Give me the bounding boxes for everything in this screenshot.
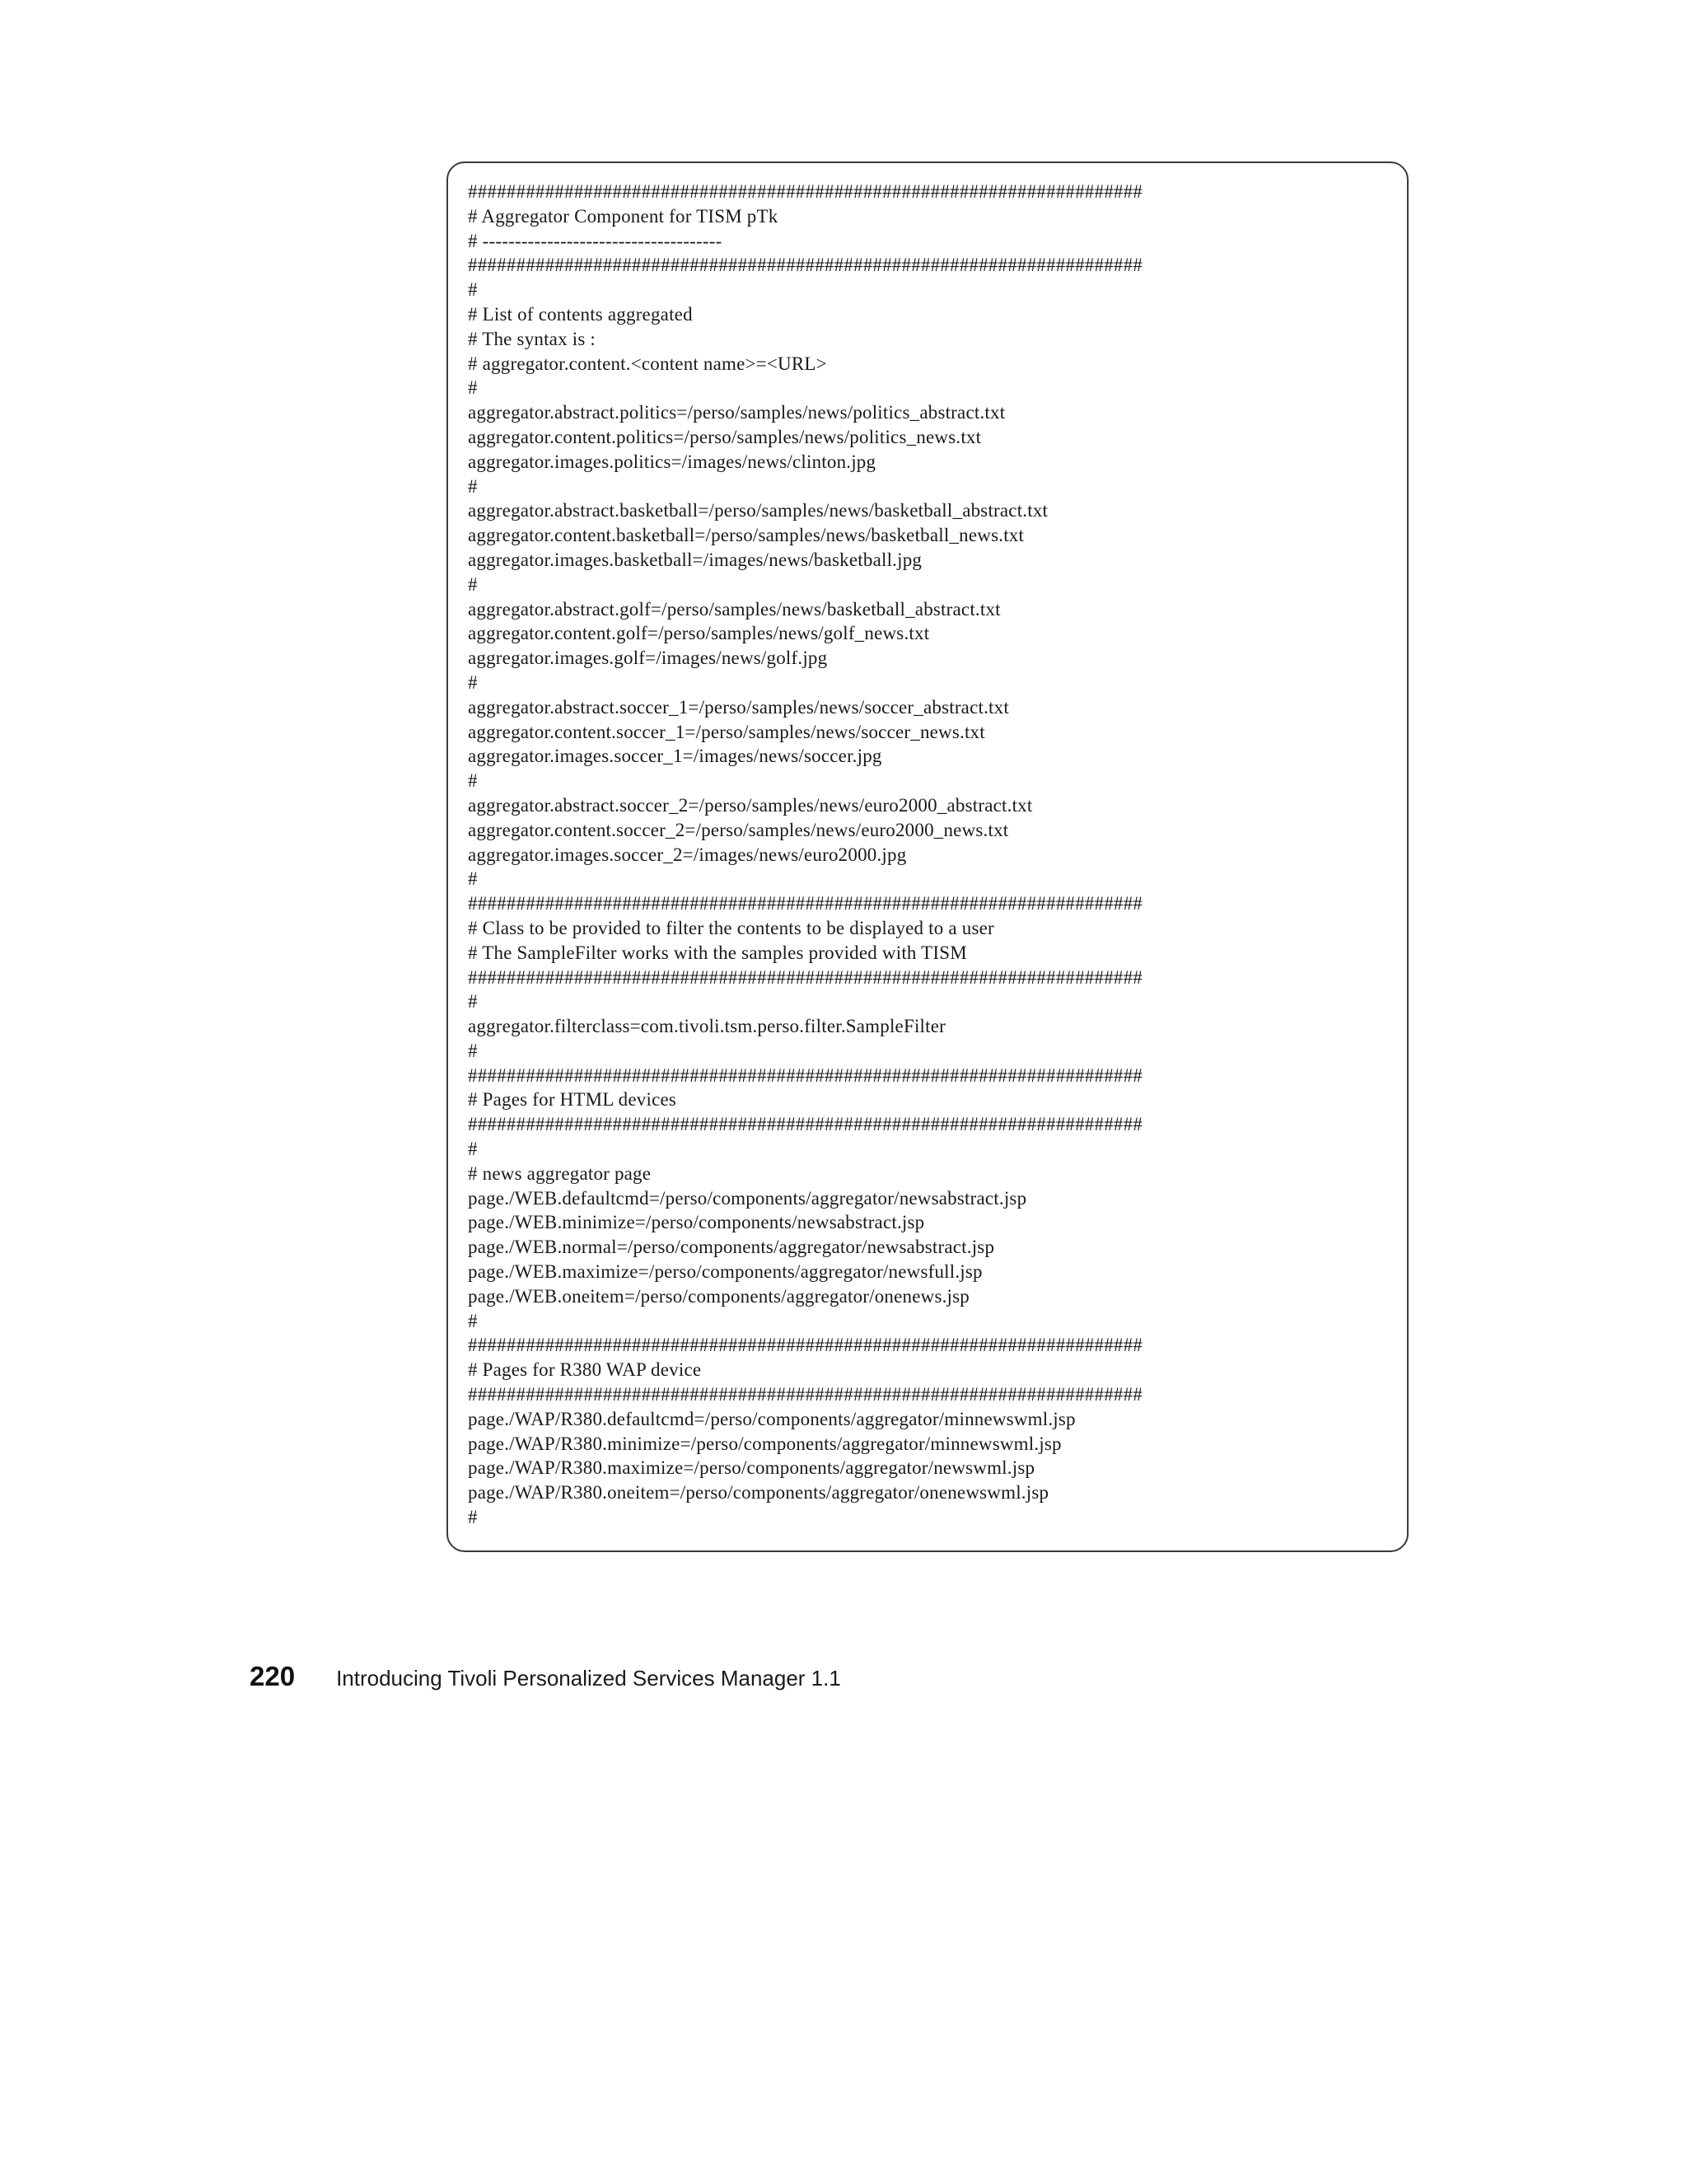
code-line: page./WEB.normal=/perso/components/aggregator/newsabstract.jsp [468, 1237, 995, 1258]
code-line: aggregator.abstract.soccer_1=/perso/samples/news/soccer_abstract.txt [468, 696, 1009, 718]
page-footer [250, 1661, 841, 1694]
code-line: # [468, 573, 478, 595]
code-line: aggregator.content.basketball=/perso/samples/news/basketball_news.txt [468, 525, 1025, 546]
code-line: ###################################################################### [468, 966, 1143, 988]
code-line: # [468, 991, 478, 1012]
code-line: # aggregator.content.<content name>=<URL> [468, 353, 827, 374]
code-line: aggregator.filterclass=com.tivoli.tsm.perso.filter.SampleFilter [468, 1016, 946, 1037]
code-line: # [468, 1139, 478, 1160]
code-line: aggregator.abstract.golf=/perso/samples/news/basketball_abstract.txt [468, 598, 1001, 620]
code-line: ###################################################################### [468, 1335, 1143, 1356]
code-line: # List of contents aggregated [468, 303, 693, 325]
code-line: aggregator.content.soccer_2=/perso/samples/news/euro2000_news.txt [468, 819, 1009, 840]
code-line: page./WAP/R380.minimize=/perso/components/aggregator/minnewswml.jsp [468, 1433, 1062, 1454]
code-line: # [468, 868, 478, 890]
code-listing-box [446, 161, 1409, 1552]
code-line: aggregator.content.soccer_1=/perso/samples/news/soccer_news.txt [468, 721, 985, 742]
code-line: # [468, 377, 478, 399]
code-line: page./WAP/R380.defaultcmd=/perso/components/aggregator/minnewswml.jsp [468, 1408, 1076, 1429]
code-line: # The syntax is : [468, 328, 596, 349]
code-line: # [468, 1310, 478, 1331]
code-line: # Aggregator Component for TISM pTk [468, 205, 778, 227]
code-line: # [468, 475, 478, 497]
page-number: 220 [250, 1661, 296, 1691]
code-line: aggregator.abstract.basketball=/perso/samples/news/basketball_abstract.txt [468, 500, 1049, 521]
code-line: aggregator.images.golf=/images/news/golf.jpg [468, 648, 828, 669]
code-line: # Pages for R380 WAP device [468, 1359, 702, 1381]
code-line: # [468, 279, 478, 301]
code-line: ###################################################################### [468, 1114, 1143, 1135]
code-line: aggregator.images.basketball=/images/news/basketball.jpg [468, 549, 923, 570]
code-line: page./WEB.defaultcmd=/perso/components/aggregator/newsabstract.jsp [468, 1187, 1027, 1209]
code-line: # [468, 1507, 478, 1528]
code-line: aggregator.abstract.soccer_2=/perso/samples/news/euro2000_abstract.txt [468, 794, 1033, 816]
code-line: aggregator.images.soccer_2=/images/news/euro2000.jpg [468, 844, 907, 865]
code-line: # [468, 671, 478, 693]
code-line: # news aggregator page [468, 1162, 652, 1184]
code-line: ###################################################################### [468, 893, 1143, 914]
code-line: # Class to be provided to filter the contents to be displayed to a user [468, 917, 994, 938]
code-line: ###################################################################### [468, 181, 1143, 202]
code-line: ###################################################################### [468, 1384, 1143, 1405]
code-line: page./WAP/R380.oneitem=/perso/components/aggregator/onenewswml.jsp [468, 1482, 1049, 1504]
code-line: page./WAP/R380.maximize=/perso/components/aggregator/newswml.jsp [468, 1457, 1035, 1479]
code-line: aggregator.content.politics=/perso/samples/news/politics_news.txt [468, 426, 982, 447]
code-line: # ------------------------------------- [468, 230, 722, 251]
code-line: # [468, 1040, 478, 1061]
code-line: ###################################################################### [468, 1064, 1143, 1086]
code-line: aggregator.images.politics=/images/news/clinton.jpg [468, 451, 876, 472]
code-line: # Pages for HTML devices [468, 1089, 677, 1111]
code-line: page./WEB.minimize=/perso/components/newsabstract.jsp [468, 1212, 925, 1233]
code-line: page./WEB.maximize=/perso/components/aggregator/newsfull.jsp [468, 1261, 983, 1283]
code-line: page./WEB.oneitem=/perso/components/aggregator/onenews.jsp [468, 1285, 970, 1307]
code-line: aggregator.abstract.politics=/perso/samples/news/politics_abstract.txt [468, 402, 1006, 423]
code-listing [468, 180, 1407, 1530]
code-line: aggregator.content.golf=/perso/samples/news/golf_news.txt [468, 623, 930, 644]
book-title: Introducing Tivoli Personalized Services Manager 1.1 [336, 1666, 841, 1691]
code-line: aggregator.images.soccer_1=/images/news/soccer.jpg [468, 746, 882, 767]
code-line: # The SampleFilter works with the samples provided with TISM [468, 942, 967, 963]
code-line: ###################################################################### [468, 255, 1143, 276]
code-line: # [468, 770, 478, 792]
